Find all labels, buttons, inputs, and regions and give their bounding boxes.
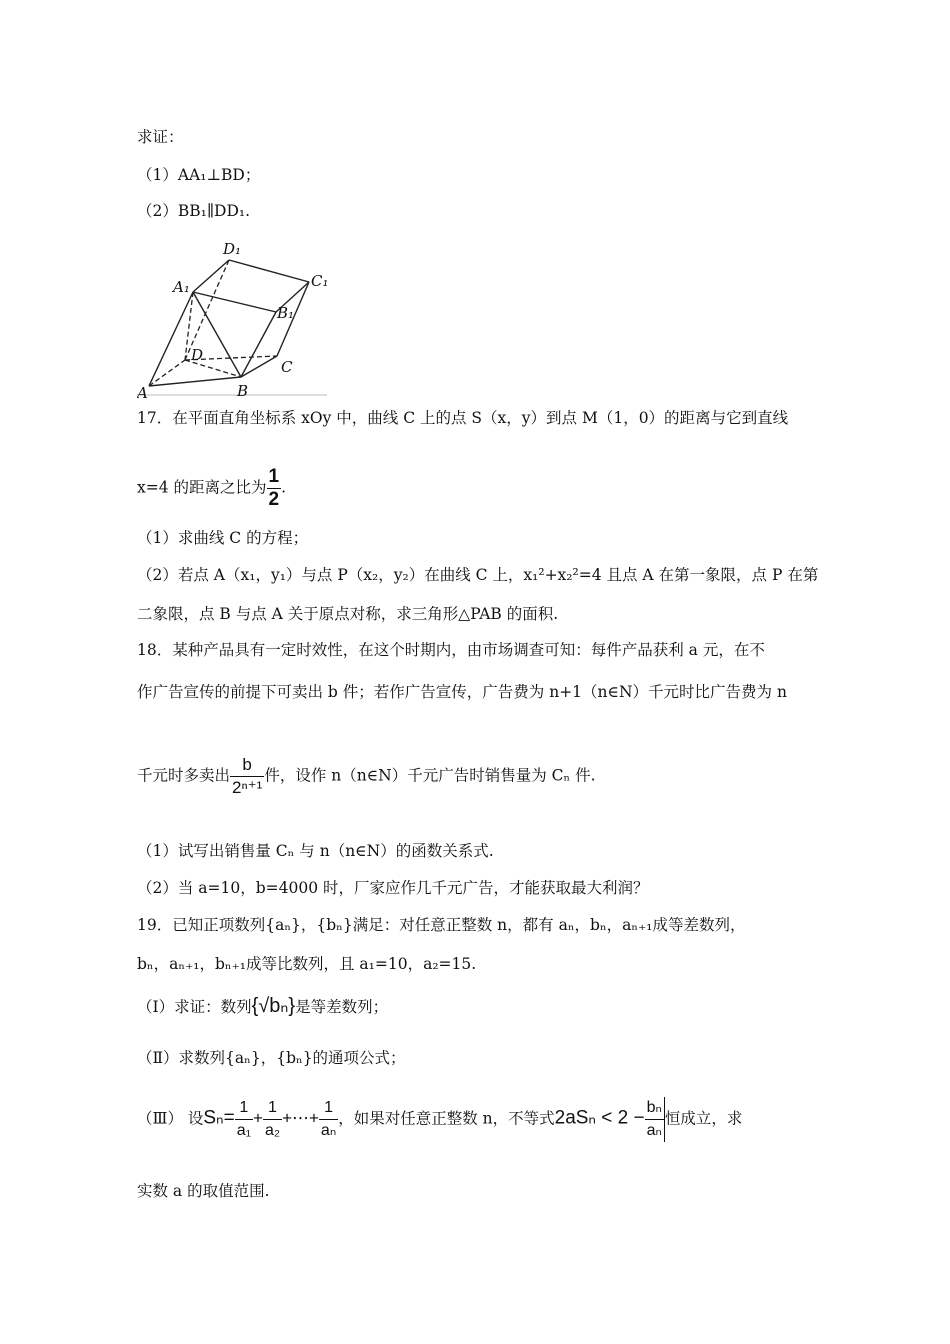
proof-heading: 求证： <box>137 128 184 146</box>
q18-line2: 作广告宣传的前提下可卖出 b 件；若作广告宣传，广告费为 n+1（n∈N）千元时比广告费为 n <box>137 683 787 701</box>
q19-line2: bₙ，aₙ₊₁，bₙ₊₁成等比数列，且 a₁=10，a₂=15. <box>137 955 477 973</box>
sum-term-n: $\frac{1}{\text{aₙ}}$ <box>320 1099 337 1139</box>
q18-part1: （1）试写出销售量 Cₙ 与 n（n∈N）的函数关系式. <box>137 842 494 860</box>
inequality: 2aSₙ < 2 − <box>554 1107 645 1129</box>
q18-part2: （2）当 a=10，b=4000 时，厂家应作几千元广告，才能获取最大利润？ <box>137 879 649 897</box>
label-B1: B₁ <box>277 304 295 322</box>
label-C1: C₁ <box>311 272 329 290</box>
label-D1: D₁ <box>223 240 242 258</box>
q18-line1: 18．某种产品具有一定时效性，在这个时期内，由市场调查可知：每件产品获利 a 元，在不 <box>137 641 765 659</box>
q16-part1: （1）AA₁⊥BD； <box>137 166 261 184</box>
sqrt-bn-sequence: {√bₙ} <box>251 995 296 1017</box>
q18-fraction: $\frac{b}{\text{2ⁿ⁺¹}}$ <box>232 755 263 797</box>
q19-part1: （Ⅰ）求证：数列{√bₙ}是等差数列； <box>137 995 389 1017</box>
q19-part2: （Ⅱ）求数列{aₙ}，{bₙ}的通项公式； <box>137 1049 406 1067</box>
label-A1: A₁ <box>173 278 190 296</box>
sum-term-2: $\frac{1}{\text{a₂}}$ <box>264 1099 281 1139</box>
label-A: A <box>137 384 148 401</box>
q19-part3-cont: 实数 a 的取值范围. <box>137 1182 270 1200</box>
q17-part2: （2）若点 A（x₁，y₁）与点 P（x₂，y₂）在曲线 C 上，x₁²+x₂²=4 且点 A 在第一象限，点 P 在第 <box>137 566 819 584</box>
label-B: B <box>237 382 249 400</box>
parallelepiped-figure <box>137 236 337 401</box>
label-C: C <box>281 358 293 376</box>
q17-part1: （1）求曲线 C 的方程； <box>137 529 309 547</box>
q17-part2-cont: 二象限，点 B 与点 A 关于原点对称，求三角形△PAB 的面积. <box>137 605 559 623</box>
q16-part2: （2）BB₁∥DD₁. <box>137 202 251 220</box>
q18-line3: 千元时多卖出 $\frac{b}{\text{2ⁿ⁺¹}}$ 件，设作 n（n∈N）千元广告时销售量为 Cₙ 件. <box>137 755 596 797</box>
q19-line1: 19．已知正项数列{aₙ}，{bₙ}满足：对任意正整数 n，都有 aₙ，bₙ，aₙ₊₁成等差数列， <box>137 916 746 934</box>
ratio-bn-an: $\frac{\text{bₙ}}{\text{aₙ}}$ <box>645 1097 665 1142</box>
q17-line1: 17．在平面直角坐标系 xOy 中，曲线 C 上的点 S（x，y）到点 M（1，0）的距离与它到直线 <box>137 409 789 427</box>
q17-line2: x=4 的距离之比为 $\frac{1}{2}$ . <box>137 466 287 510</box>
q19-part3: （Ⅲ） 设Sₙ= $\frac{1}{\text{a₁}}$ + $\frac{1}{\text{a₂}}$ +⋯+ $\frac{1}{\text{aₙ}}$ ，如果对任意正整数 n，不等式2aSₙ < 2 − $\frac{\text{bₙ}}{\text{aₙ}}$ 恒成立，求 <box>137 1097 742 1142</box>
sum-term-1: $\frac{1}{\text{a₁}}$ <box>236 1099 252 1139</box>
label-D: D <box>191 346 204 364</box>
q17-fraction: $\frac{1}{2}$ <box>268 466 280 510</box>
